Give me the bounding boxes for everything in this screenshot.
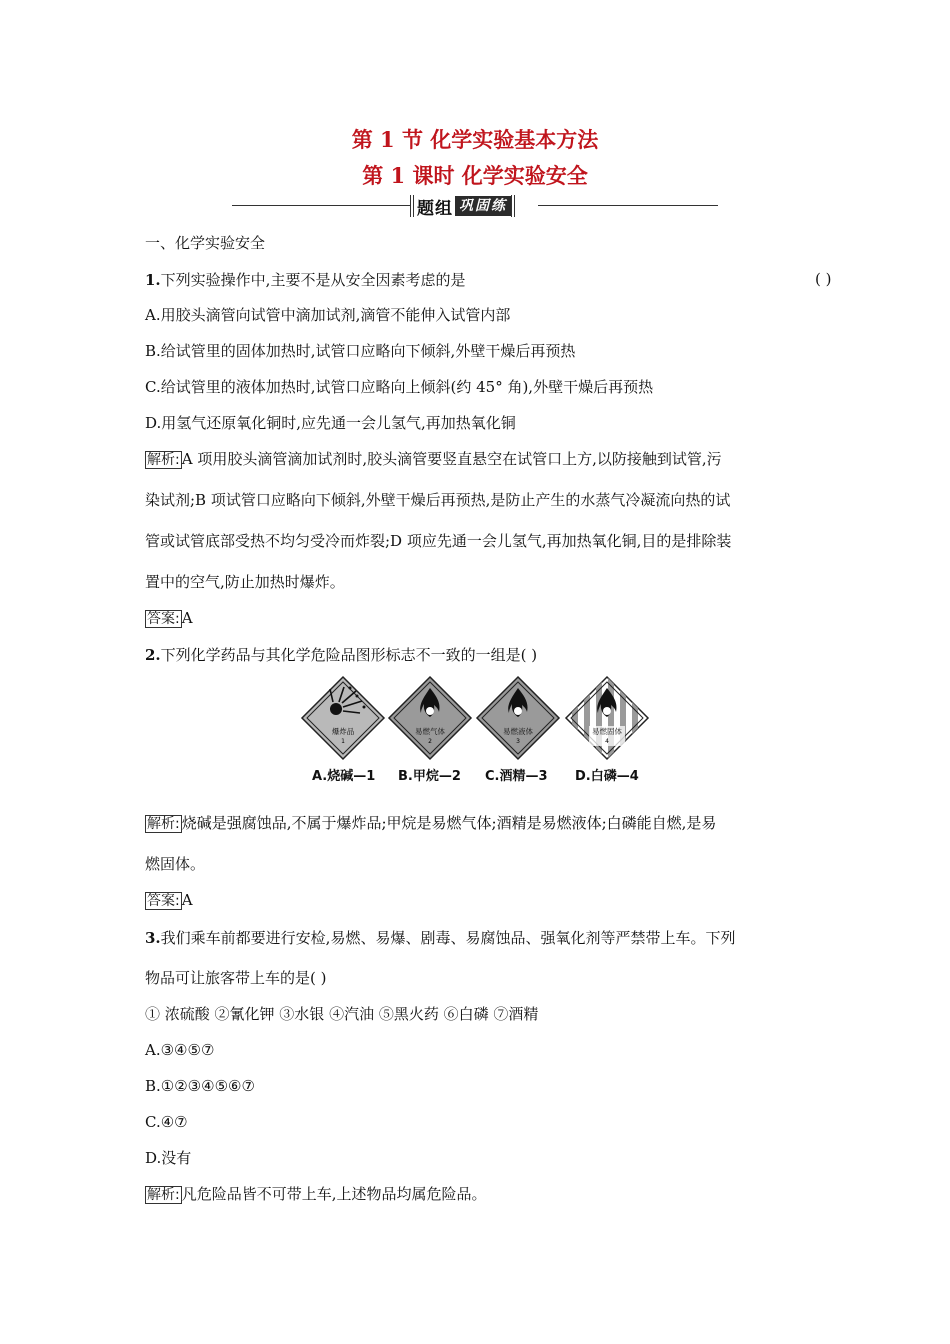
sign-3-num: 3 bbox=[516, 738, 520, 745]
sign-4-caption: D.白磷—4 bbox=[575, 769, 639, 784]
q3-option-c: C.④⑦ bbox=[145, 1113, 188, 1131]
banner-edge-right bbox=[511, 195, 515, 217]
answer-label: 答案: bbox=[147, 611, 180, 627]
q1-answer-paren: ( ) bbox=[815, 270, 832, 288]
q3-option-b: B.①②③④⑤⑥⑦ bbox=[145, 1077, 255, 1095]
q1-answer-value: A bbox=[181, 609, 193, 627]
analysis-label: 解析: bbox=[147, 452, 180, 468]
q1-analysis-line-2: 染试剂;B 项试管口应略向下倾斜,外壁干燥后再预热,是防止产生的水蒸气冷凝流向热的试 bbox=[145, 491, 731, 509]
explosive-hazard-sign bbox=[300, 675, 386, 761]
q3-analysis-text: 凡危险品皆不可带上车,上述物品均属危险品。 bbox=[181, 1185, 487, 1203]
sign-2-caption: B.甲烷—2 bbox=[398, 769, 461, 784]
q1-number: 1. bbox=[145, 271, 161, 289]
sign-1-caption: A.烧碱—1 bbox=[312, 769, 376, 784]
q1-stem-text: 下列实验操作中,主要不是从安全因素考虑的是 bbox=[160, 271, 466, 289]
q2-answer-value: A bbox=[181, 891, 193, 909]
q1-option-d: D.用氢气还原氧化铜时,应先通一会儿氢气,再加热氧化铜 bbox=[145, 414, 516, 432]
hazard-signs bbox=[300, 675, 650, 785]
sign-2-text: 易燃气体 bbox=[415, 727, 445, 736]
flammable-solid-sign bbox=[564, 675, 650, 761]
q1-analysis-line-3: 管或试管底部受热不均匀受冷而炸裂;D 项应先通一会儿氢气,再加热氧化铜,目的是排除装 bbox=[145, 532, 732, 550]
q1-option-c: C.给试管里的液体加热时,试管口应略向上倾斜(约 45° 角),外壁干燥后再预热 bbox=[145, 378, 654, 396]
page-title: 第 1 节 化学实验基本方法 bbox=[351, 127, 599, 152]
sign-2-num: 2 bbox=[428, 738, 432, 745]
flammable-liquid-sign bbox=[475, 675, 561, 761]
sign-4-num: 4 bbox=[605, 738, 609, 745]
q1-stem bbox=[145, 270, 465, 290]
banner-tag bbox=[410, 195, 538, 217]
q2-answer bbox=[145, 890, 193, 911]
q2-analysis-line-1 bbox=[145, 813, 716, 834]
q1-answer bbox=[145, 608, 193, 629]
q2-stem-text: 下列化学药品与其化学危险品图形标志不一致的一组是( ) bbox=[160, 646, 538, 664]
q3-option-a: A.③④⑤⑦ bbox=[145, 1041, 215, 1059]
q1-option-a: A.用胶头滴管向试管中滴加试剂,滴管不能伸入试管内部 bbox=[145, 306, 511, 324]
q2-analysis-line-2: 燃固体。 bbox=[145, 855, 206, 873]
sign-1-text: 爆炸品 bbox=[331, 727, 355, 736]
q3-items: ① 浓硫酸 ②氰化钾 ③水银 ④汽油 ⑤黑火药 ⑥白磷 ⑦酒精 bbox=[145, 1005, 539, 1023]
q3-stem-line-2: 物品可让旅客带上车的是( ) bbox=[145, 969, 327, 987]
sign-1-num: 1 bbox=[341, 738, 345, 745]
banner-rule-left bbox=[232, 205, 410, 206]
banner-rule-right bbox=[538, 205, 718, 206]
answer-label: 答案: bbox=[147, 893, 180, 909]
analysis-label: 解析: bbox=[147, 1187, 180, 1203]
analysis-label: 解析: bbox=[147, 816, 180, 832]
banner-label-b: 巩固练 bbox=[455, 196, 511, 216]
q2-number: 2. bbox=[145, 646, 161, 664]
sign-4-text: 易燃固体 bbox=[592, 727, 622, 736]
q3-option-d: D.没有 bbox=[145, 1149, 192, 1167]
q2-analysis-text-1: 烧碱是强腐蚀品,不属于爆炸品;甲烷是易燃气体;酒精是易燃液体;白磷能自燃,是易 bbox=[181, 814, 717, 832]
banner-label-a: 题组 bbox=[417, 198, 453, 219]
page-subtitle: 第 1 课时 化学实验安全 bbox=[362, 163, 588, 188]
sign-3-text: 易燃液体 bbox=[503, 727, 533, 736]
q1-analysis-line-1 bbox=[145, 449, 722, 470]
flammable-gas-sign bbox=[387, 675, 473, 761]
section-heading: 一、化学实验安全 bbox=[145, 234, 266, 252]
q3-analysis bbox=[145, 1184, 487, 1205]
q2-stem bbox=[145, 645, 537, 665]
section-banner bbox=[232, 195, 718, 217]
q1-analysis-line-4: 置中的空气,防止加热时爆炸。 bbox=[145, 573, 345, 591]
q3-stem-text-1: 我们乘车前都要进行安检,易燃、易爆、剧毒、易腐蚀品、强氧化剂等严禁带上车。下列 bbox=[160, 929, 736, 947]
q1-analysis-text-1: A 项用胶头滴管滴加试剂时,胶头滴管要竖直悬空在试管口上方,以防接触到试管,污 bbox=[181, 450, 722, 468]
q1-option-b: B.给试管里的固体加热时,试管口应略向下倾斜,外壁干燥后再预热 bbox=[145, 342, 576, 360]
q3-stem-line-1 bbox=[145, 928, 735, 948]
q3-number: 3. bbox=[145, 929, 161, 947]
sign-3-caption: C.酒精—3 bbox=[485, 769, 548, 784]
